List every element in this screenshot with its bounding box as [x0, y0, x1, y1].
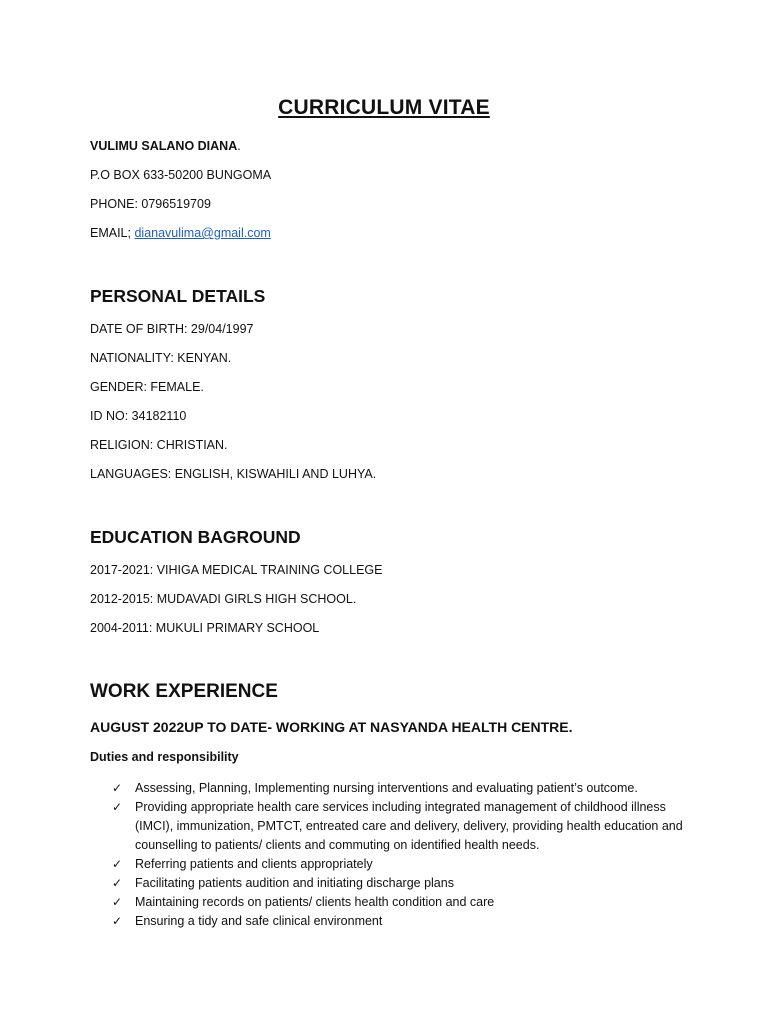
- checkmark-icon: ✓: [112, 914, 123, 928]
- education-item: 2017-2021: VIHIGA MEDICAL TRAINING COLLEGE: [90, 563, 383, 577]
- personal-details-heading: PERSONAL DETAILS: [90, 286, 266, 306]
- contact-email-label: EMAIL;: [90, 226, 135, 240]
- duty-text: Maintaining records on patients/ clients health condition and care: [135, 895, 495, 909]
- checkmark-icon: ✓: [112, 781, 123, 795]
- checkmark-icon: ✓: [112, 857, 123, 871]
- personal-detail-item: GENDER: FEMALE.: [90, 380, 204, 394]
- duty-text: Assessing, Planning, Implementing nursing interventions and evaluating patient’s outcome.: [135, 781, 638, 795]
- education-item: 2012-2015: MUDAVADI GIRLS HIGH SCHOOL.: [90, 592, 357, 606]
- work-experience-heading: WORK EXPERIENCE: [90, 681, 278, 702]
- contact-email-line: [90, 226, 271, 240]
- contact-phone: PHONE: 0796519709: [90, 197, 211, 211]
- personal-detail-item: LANGUAGES: ENGLISH, KISWAHILI AND LUHYA.: [90, 467, 377, 481]
- duty-item: [112, 912, 692, 931]
- education-item: 2004-2011: MUKULI PRIMARY SCHOOL: [90, 621, 320, 635]
- duty-text: Providing appropriate health care services including integrated management of childhood illness (IMCI), immunization, PMTCT, entreated care and delivery, delivery, providing health education and counselling to patients/ clients and commuting on identified health needs.: [135, 800, 683, 852]
- duty-item: [112, 874, 692, 893]
- duty-item: [112, 798, 692, 855]
- page-title: CURRICULUM VITAE: [278, 96, 490, 119]
- duties-list: [112, 779, 692, 931]
- duty-item: [112, 779, 692, 798]
- contact-name-line: [90, 139, 241, 153]
- contact-name: VULIMU SALANO DIANA: [90, 139, 238, 153]
- checkmark-icon: ✓: [112, 895, 123, 909]
- duty-text: Ensuring a tidy and safe clinical environment: [135, 914, 383, 928]
- duty-item: [112, 855, 692, 874]
- duty-text: Facilitating patients audition and initiating discharge plans: [135, 876, 454, 890]
- personal-detail-item: RELIGION: CHRISTIAN.: [90, 438, 228, 452]
- duty-text: Referring patients and clients appropriately: [135, 857, 373, 871]
- personal-detail-item: NATIONALITY: KENYAN.: [90, 351, 232, 365]
- checkmark-icon: ✓: [112, 800, 123, 814]
- checkmark-icon: ✓: [112, 876, 123, 890]
- duties-label: Duties and responsibility: [90, 750, 239, 764]
- personal-detail-item: DATE OF BIRTH: 29/04/1997: [90, 322, 254, 336]
- personal-detail-item: ID NO: 34182110: [90, 409, 187, 423]
- contact-name-suffix: .: [237, 139, 241, 153]
- work-position: AUGUST 2022UP TO DATE- WORKING AT NASYANDA HEALTH CENTRE.: [90, 719, 573, 735]
- email-link[interactable]: dianavulima@gmail.com: [134, 226, 271, 240]
- duty-item: [112, 893, 692, 912]
- contact-address: P.O BOX 633-50200 BUNGOMA: [90, 168, 272, 182]
- education-heading: EDUCATION BAGROUND: [90, 527, 301, 547]
